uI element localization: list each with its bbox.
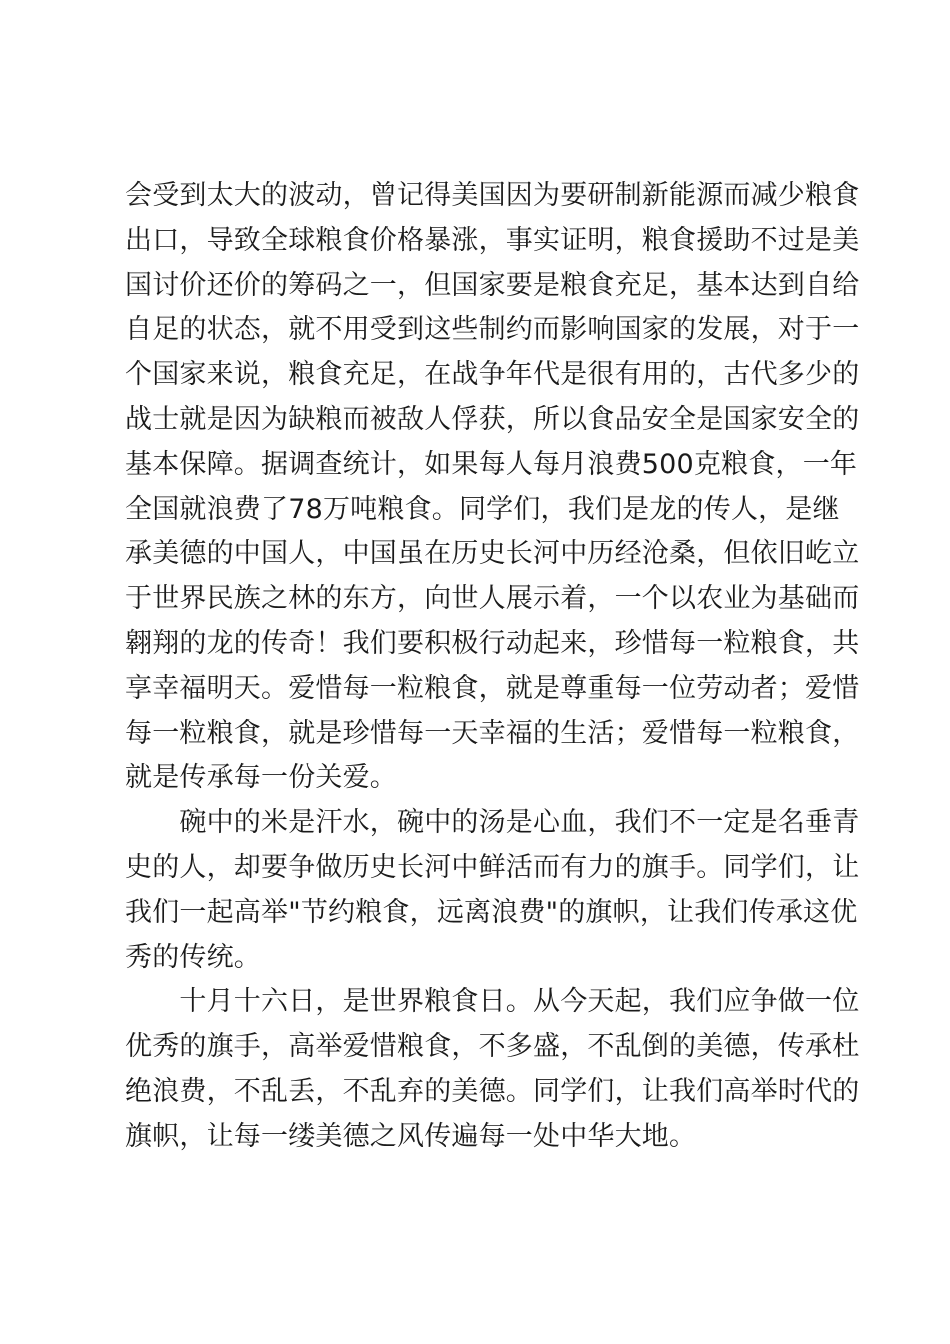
- text-line: 全国就浪费了78万吨粮食。同学们，我们是龙的传人，是继: [125, 493, 840, 525]
- text-line: 绝浪费，不乱丢，不乱弃的美德。同学们，让我们高举时代的: [125, 1075, 860, 1107]
- text-line: 我们一起高举"节约粮食，远离浪费"的旗帜，让我们传承这优: [125, 896, 858, 928]
- text-line: 秀的传统。: [125, 941, 261, 973]
- text-line: 国讨价还价的筹码之一，但国家要是粮食充足，基本达到自给: [125, 269, 860, 301]
- paragraph-2: [125, 801, 860, 980]
- text-line: 战士就是因为缺粮而被敌人俘获，所以食品安全是国家安全的: [125, 403, 860, 435]
- text-line: 出口，导致全球粮食价格暴涨，事实证明，粮食援助不过是美: [125, 224, 860, 256]
- text-line: 就是传承每一份关爱。: [125, 762, 397, 794]
- paragraph-3: [125, 980, 860, 1159]
- text-line: 史的人，却要争做历史长河中鲜活而有力的旗手。同学们，让: [125, 851, 860, 883]
- text-line: 于世界民族之林的东方，向世人展示着，一个以农业为基础而: [125, 583, 860, 615]
- text-line: 个国家来说，粮食充足，在战争年代是很有用的，古代多少的: [125, 359, 860, 391]
- text-line: 翱翔的龙的传奇！我们要积极行动起来，珍惜每一粒粮食，共: [125, 627, 860, 659]
- text-line: 优秀的旗手，高举爱惜粮食，不多盛，不乱倒的美德，传承杜: [125, 1031, 860, 1063]
- text-line: 基本保障。据调查统计，如果每人每月浪费500克粮食，一年: [125, 448, 858, 480]
- text-line: 会受到太大的波动，曾记得美国因为要研制新能源而减少粮食: [125, 180, 860, 211]
- text-line: 碗中的米是汗水，碗中的汤是心血，我们不一定是名垂青: [125, 807, 860, 839]
- text-line: 享幸福明天。爱惜每一粒粮食，就是尊重每一位劳动者；爱惜: [125, 672, 860, 704]
- text-line: 每一粒粮食，就是珍惜每一天幸福的生活；爱惜每一粒粮食，: [125, 717, 860, 749]
- document-body: [125, 174, 860, 1160]
- text-line: 旗帜，让每一缕美德之风传遍每一处中华大地。: [125, 1120, 697, 1152]
- text-line: 承美德的中国人，中国虽在历史长河中历经沧桑，但依旧屹立: [125, 538, 860, 570]
- text-line: 十月十六日，是世界粮食日。从今天起，我们应争做一位: [125, 986, 860, 1018]
- text-line: 自足的状态，就不用受到这些制约而影响国家的发展，对于一: [125, 314, 860, 346]
- paragraph-1: [125, 174, 860, 801]
